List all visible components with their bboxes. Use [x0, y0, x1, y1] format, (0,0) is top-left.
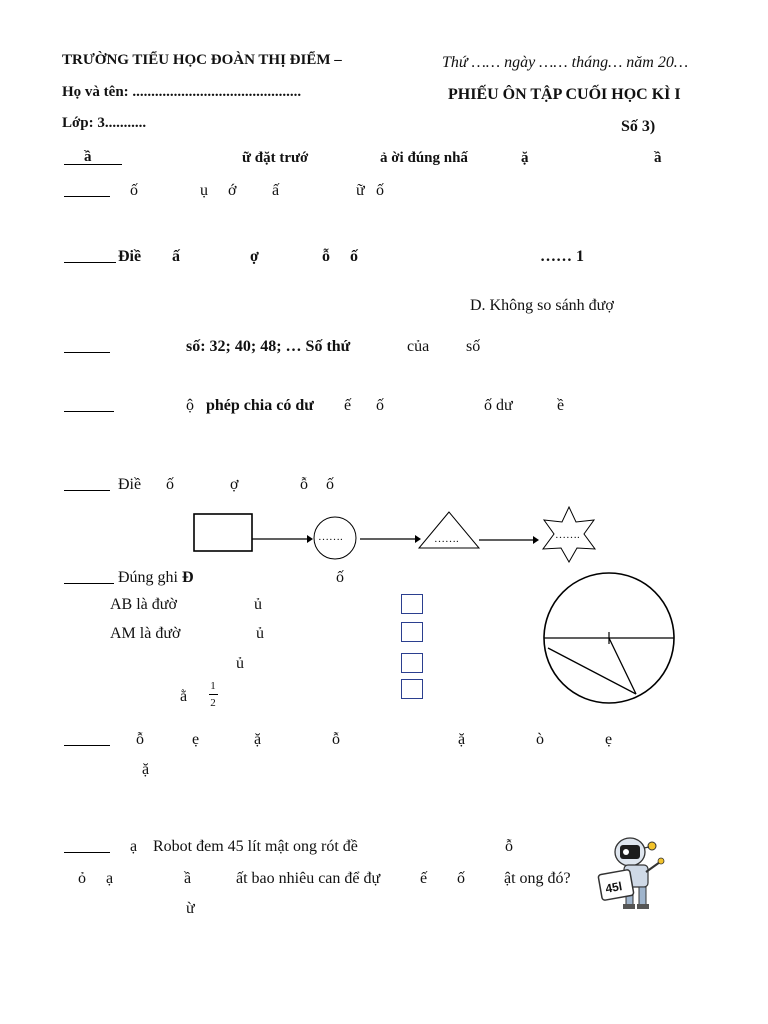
- q4-seg: ố: [376, 397, 384, 414]
- q5-seg: ợ: [230, 476, 239, 493]
- radius-line: [609, 638, 636, 694]
- q2-answer-blank: …… 1: [540, 248, 584, 265]
- q4-seg: ố dư: [484, 397, 513, 414]
- instruction-underline: ầ: [64, 150, 122, 165]
- sheet-title: PHIẾU ÔN TẬP CUỐI HỌC KÌ I: [448, 86, 681, 103]
- q2-seg: ợ: [250, 248, 259, 265]
- fraction-numerator: 1: [210, 680, 216, 692]
- q3-word: của: [407, 338, 430, 355]
- q8-seg: ỗ: [505, 838, 513, 855]
- q6-label: Đúng ghi Đ: [118, 569, 194, 586]
- q5-seg: ố: [166, 476, 174, 493]
- class-line: Lớp: 3...........: [62, 115, 147, 131]
- q7-blank: [64, 731, 110, 751]
- q1-seg: ụ: [200, 182, 208, 199]
- q5-seg: ỗ: [300, 476, 308, 493]
- q1-seg: ấ: [272, 182, 280, 199]
- q8-line2-seg: ạ: [106, 870, 114, 887]
- q7-seg: ỗ: [332, 731, 340, 748]
- q7-seg: ò: [536, 731, 544, 748]
- q8-line2-text: ất bao nhiêu can để đự: [236, 870, 381, 887]
- q8-line2-seg: ỏ: [78, 870, 86, 887]
- school-name: TRƯỜNG TIỂU HỌC ĐOÀN THỊ ĐIỂM –: [62, 52, 342, 68]
- q5-label: Điề: [118, 476, 142, 493]
- chord-line: [548, 648, 636, 694]
- q4-seg: ộ: [186, 397, 194, 414]
- circle-placeholder: …….: [318, 531, 343, 543]
- robot-illustration: [596, 832, 676, 916]
- q6-item-4: ằ: [180, 688, 188, 705]
- q6-seg: ố: [336, 569, 344, 586]
- instruction-text-2: ả ời đúng nhấ: [380, 150, 468, 166]
- q2-seg: ố: [350, 248, 358, 265]
- q5-seg: ố: [326, 476, 334, 493]
- instruction-text-1: ữ đặt trướ: [242, 150, 309, 166]
- q3-sequence: số: 32; 40; 48; … Số thứ: [186, 338, 351, 355]
- fraction-denominator: 2: [210, 697, 216, 709]
- q6-item-3-tail: ủ: [236, 655, 244, 672]
- triangle-placeholder: …….: [434, 533, 459, 545]
- q2-option-d: D. Không so sánh đượ: [470, 297, 614, 314]
- q8-seg: ạ: [130, 838, 138, 855]
- q4-text: phép chia có dư: [206, 397, 314, 414]
- instruction-text-4: ầ: [654, 150, 662, 166]
- q6-item-1-tail: ủ: [254, 596, 262, 613]
- q6-item-1: AB là đườ: [110, 596, 177, 613]
- q8-blank: [64, 838, 110, 858]
- q6-item-2: AM là đườ: [110, 625, 181, 642]
- instruction-text-3: ặ: [521, 150, 529, 166]
- q1-seg: ố: [376, 182, 384, 199]
- q7-line2: ặ: [142, 761, 150, 778]
- q7-seg: ặ: [254, 731, 262, 748]
- q4-seg: ề: [557, 397, 565, 414]
- q2-seg: ấ: [172, 248, 180, 265]
- q2-seg: ỗ: [322, 248, 330, 265]
- q4-seg: ế: [344, 397, 352, 414]
- q8-line3: ừ: [186, 900, 195, 917]
- star-placeholder: …….: [555, 529, 580, 541]
- q1-seg: ữ: [356, 182, 365, 199]
- q7-seg: ặ: [458, 731, 466, 748]
- q3-word: số: [466, 338, 481, 355]
- q6-item-2-tail: ủ: [256, 625, 264, 642]
- robot-can-label: 45l: [604, 879, 624, 896]
- q8-line2-text: ật ong đó?: [504, 870, 571, 887]
- q1-seg: ố: [130, 182, 138, 199]
- student-name-line: Họ và tên: .............................................: [62, 84, 302, 100]
- q7-seg: ỗ: [136, 731, 144, 748]
- q8-text: Robot đem 45 lít mật ong rót đề: [153, 838, 358, 855]
- q8-line2-seg: ầ: [184, 870, 192, 887]
- q7-seg: ẹ: [192, 731, 200, 748]
- q7-seg: ẹ: [605, 731, 613, 748]
- q8-line2-seg: ế: [420, 870, 428, 887]
- sheet-number: Số 3): [621, 118, 656, 135]
- date-line: Thứ …… ngày …… tháng… năm 20…: [442, 54, 689, 71]
- q1-seg: ớ: [228, 182, 237, 199]
- q8-line2-seg: ố: [457, 870, 465, 887]
- q2-label: Điề: [118, 248, 142, 265]
